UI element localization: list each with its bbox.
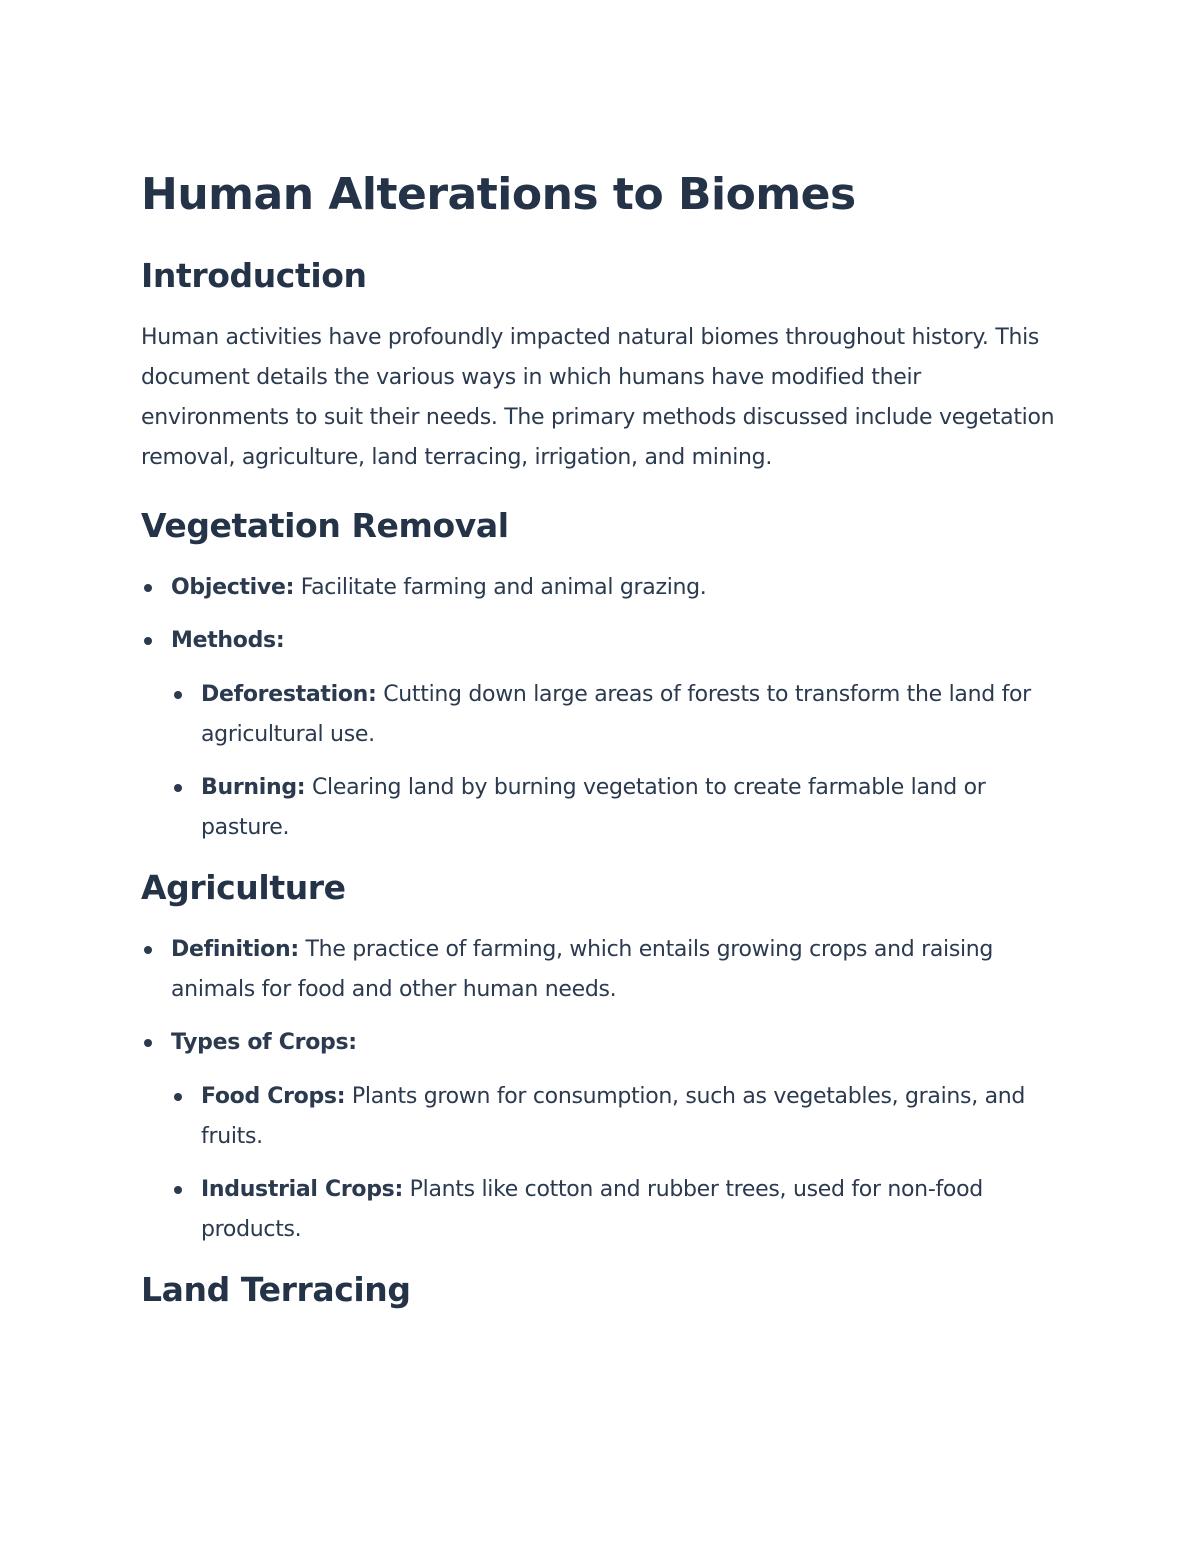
list-item-deforestation (171, 675, 1071, 755)
section-heading-introduction: Introduction (141, 256, 367, 295)
methods-label: Methods: (171, 628, 285, 653)
list-item-types-of-crops (141, 1023, 1071, 1250)
crops-sublist (171, 1077, 1071, 1250)
list-item-food-crops (171, 1077, 1071, 1157)
food-crops-label: Food Crops: (201, 1084, 346, 1109)
vegetation-list (141, 568, 1071, 848)
burning-text: Clearing land by burning vegetation to create farmable land or pasture. (201, 775, 986, 840)
list-item-methods (141, 621, 1071, 848)
list-item-objective (141, 568, 1071, 608)
section-land-terracing (141, 1270, 1071, 1310)
types-label: Types of Crops: (171, 1030, 357, 1055)
objective-text: Facilitate farming and animal grazing. (294, 575, 707, 600)
list-item-industrial-crops (171, 1170, 1071, 1250)
page-title: Human Alterations to Biomes (141, 169, 856, 220)
section-heading-agriculture: Agriculture (141, 868, 346, 907)
definition-label: Definition: (171, 937, 299, 962)
methods-sublist (171, 675, 1071, 848)
intro-paragraph: Human activities have profoundly impacted natural biomes throughout history. This document details the various ways in which humans have modified their environments to suit their needs. The primary methods discussed include vegetation removal, agriculture, land terracing, irrigation, and mining. (141, 325, 1055, 470)
food-crops-text: Plants grown for consumption, such as vegetables, grains, and fruits. (201, 1084, 1026, 1149)
objective-label: Objective: (171, 575, 295, 600)
document-page (141, 168, 1071, 1332)
industrial-crops-label: Industrial Crops: (201, 1177, 403, 1202)
agriculture-list (141, 930, 1071, 1250)
section-heading-land-terracing: Land Terracing (141, 1270, 411, 1309)
section-introduction (141, 256, 1071, 478)
list-item-definition (141, 930, 1071, 1010)
section-agriculture (141, 868, 1071, 1250)
burning-label: Burning: (201, 775, 306, 800)
definition-text: The practice of farming, which entails growing crops and raising animals for food and other human needs. (171, 937, 994, 1002)
section-vegetation-removal (141, 506, 1071, 848)
deforestation-label: Deforestation: (201, 682, 377, 707)
list-item-burning (171, 768, 1071, 848)
industrial-crops-text: Plants like cotton and rubber trees, used for non-food products. (201, 1177, 983, 1242)
section-heading-vegetation-removal: Vegetation Removal (141, 506, 509, 545)
deforestation-text: Cutting down large areas of forests to transform the land for agricultural use. (201, 682, 1031, 747)
